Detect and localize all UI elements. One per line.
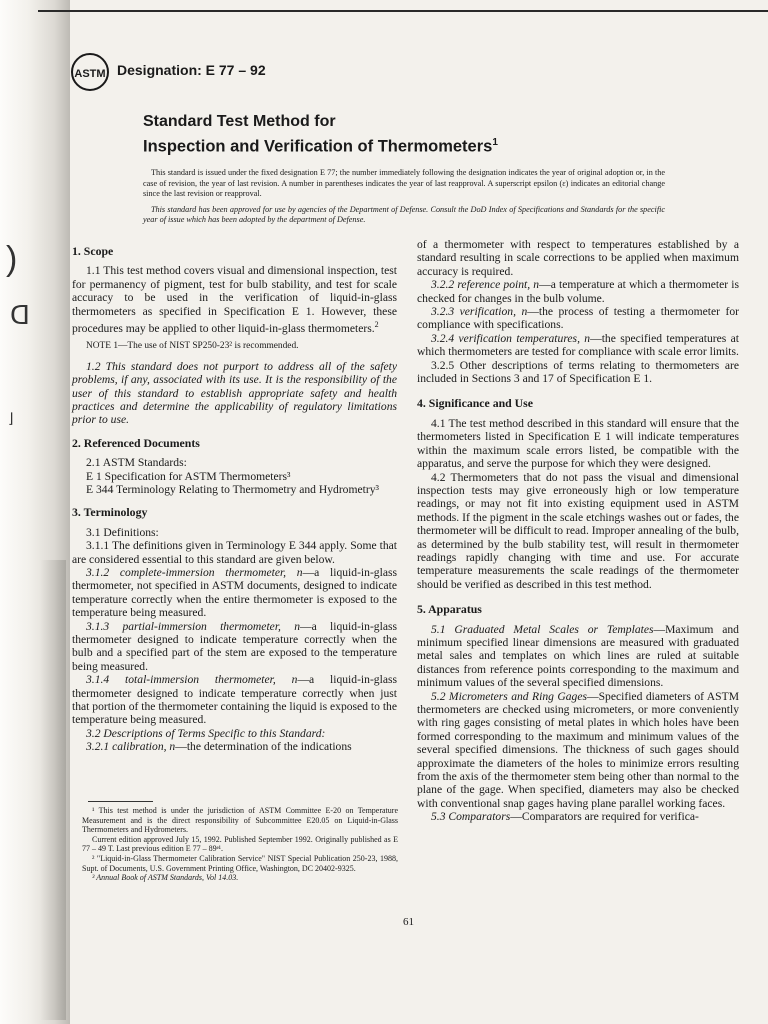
right-column — [417, 238, 739, 824]
paragraph: 1.2 This standard does not purport to address all of the safety problems, if any, associated with its use. It is the responsibility of the user of this standard to establish appropriate safety and health practices and determine the applicability of regulatory limitations prior to use. — [72, 359, 397, 427]
section-heading: 2. Referenced Documents — [72, 435, 200, 450]
definition: 3.2.2 reference point, n—a temperature at which a thermometer is checked for changes in the bulb volume. — [417, 278, 739, 305]
paragraph: 3.1 Definitions: — [86, 525, 159, 539]
definition: 3.1.2 complete-immersion thermometer, n—a liquid-in-glass thermometer, not specified in ASTM documents, designed to indicate temperature correctly when the entire thermometer is exposed to the temperature being measured. — [72, 565, 397, 620]
title-line-1: Standard Test Method for — [143, 113, 336, 130]
footnote: ³ Annual Book of ASTM Standards, Vol 14.03. — [92, 873, 239, 883]
footnote: ² "Liquid-in-Glass Thermometer Calibration Service" NIST Special Publication 250-23, 1988, Supt. of Documents, U.S. Government Printing Office, Washington, DC 20402-9325. — [82, 853, 398, 873]
paragraph: 5.2 Micrometers and Ring Gages—Specified diameters of ASTM thermometers are checked using micrometers, or more conveniently with ring gages consisting of metal plates in which holes have been formed corresponding to the maximum and minimum values of the several specified dimensions. The thickness of such gages should approximate the diameters of the holes to minimize errors resulting from the axis of the thermometer stem being other than normal to the plane of the gage. When specified, diameters may also be checked with conventional snap gages having plane parallel working faces. — [417, 689, 740, 810]
scan-shadow-lower — [40, 560, 66, 1020]
paragraph: 3.2 Descriptions of Terms Specific to this Standard: — [86, 726, 326, 740]
definition: 3.1.4 total-immersion thermometer, n—a liquid-in-glass thermometer designed to indicate temperature correctly when just that portion of the thermometer containing the liquid is exposed to the temperature being measured. — [72, 673, 397, 727]
note: NOTE 1—The use of NIST SP250-23² is recommended. — [86, 341, 299, 352]
paragraph: 4.1 The test method described in this standard will ensure that the thermometers listed in Specification E 1 will indicate temperatures within the maximum scale errors listed, be compatible with the apparatus, and serve the purpose for which they were designed. — [417, 416, 739, 471]
designation: Designation: E 77 – 92 — [117, 62, 266, 78]
title-line-2: Inspection and Verification of Thermometers$^1$ — [143, 137, 498, 156]
footnote: Current edition approved July 15, 1992. Published September 1992. Originally published as E 77 – 49 T. Last previous edition E 77 – 89ᵉ¹. — [82, 834, 398, 854]
paragraph: of a thermometer with respect to temperatures established by a standard resulting in scale corrections to be applied when maximum accuracy is required. — [417, 238, 739, 278]
section-heading: 1. Scope — [72, 244, 114, 258]
footnote-rule — [88, 801, 153, 802]
reference-item: E 1 Specification for ASTM Thermometers³ — [86, 469, 291, 483]
section-heading: 4. Significance and Use — [417, 396, 534, 411]
top-rule — [38, 10, 768, 12]
page-number: 61 — [403, 916, 414, 928]
reference-item: E 344 Terminology Relating to Thermometry and Hydrometry³ — [86, 482, 379, 496]
definition: 3.2.1 calibration, n—the determination of the indications — [86, 740, 352, 754]
paragraph: 2.1 ASTM Standards: — [86, 456, 187, 470]
paragraph: 4.2 Thermometers that do not pass the visual and dimensional inspection tests may give erroneously high or low temperature readings, or may not fit into existing equipment used in ASTM methods. If the pigment in the scale etchings washes out or fades, the thermometer will be difficult to read. Improper annealing of the bulb, as determined by the bulb stability test, will result in thermometer readings rapidly changing with time and use. For accurate temperature measurements the scale readings of the thermometer should be verified as described in this test method. — [417, 470, 739, 591]
svg-text:ASTM: ASTM — [74, 68, 106, 80]
paragraph: 5.1 Graduated Metal Scales or Templates—Maximum and minimum specified linear dimensions are measured with graduated metal sales and templates on which lines are ruled at suitable distances from reference points corresponding to the maximum and minimum values of the several specified dimensions. — [417, 622, 739, 690]
preamble — [143, 168, 665, 231]
section-heading: 3. Terminology — [72, 505, 148, 520]
definition: 3.2.3 verification, n—the process of testing a thermometer for compliance with specifications. — [417, 305, 739, 332]
definition: 3.2.4 verification temperatures, n—the specified temperatures at which thermometers are tested for compliance with scale error limits. — [417, 331, 739, 359]
left-column — [72, 245, 397, 754]
definition: 3.1.3 partial-immersion thermometer, n—a liquid-in-glass thermometer designed to indicate temperature correctly when the bulb and a specified part of the stem are exposed to the temperature being measured. — [72, 619, 397, 673]
astm-logo — [70, 52, 110, 92]
paragraph: 5.3 Comparators—Comparators are required for verifica- — [431, 810, 699, 824]
preamble-dod-note: This standard has been approved for use by agencies of the Department of Defense. Consult the DoD Index of Specifications and Standards for the specific year of issue which has been adopted by the department of Defense. — [143, 204, 665, 224]
margin-tick-mark: ⌋ — [8, 410, 14, 426]
page-title — [143, 112, 703, 158]
footnote: ¹ This test method is under the jurisdiction of ASTM Committee E-20 on Temperature Measurement and is the direct responsibility of Subcommittee E20.05 on Liquid-in-Glass Thermometers and Hydrometers. — [82, 806, 398, 835]
section-heading: 5. Apparatus — [417, 602, 482, 617]
footnotes — [82, 806, 398, 883]
paragraph: 3.2.5 Other descriptions of terms relating to thermometers are included in Sections 3 and 17 of Specification E 1. — [417, 358, 739, 386]
preamble-issue-note: This standard is issued under the fixed designation E 77; the number immediately following the designation indicates the year of original adoption or, in the case of revision, the year of last revision. A number in parentheses indicates the year of last reapproval. A superscript epsilon (ε) indicates an editorial change since the last revision or reapproval. — [143, 168, 665, 198]
paragraph: 3.1.1 The definitions given in Terminology E 344 apply. Some that are considered essential to this standard are given below. — [72, 539, 397, 566]
margin-bracket-mark: ) — [6, 240, 18, 278]
paragraph: 1.1 This test method covers visual and dimensional inspection, test for permanency of pigment, test for bulb stability, and test for scale accuracy to be used in the verification of liquid-in-glass thermometers as specified in Specification E 1. However, these procedures may be applied to other liquid-in-glass thermometers.$^2$ — [72, 264, 397, 335]
margin-bracket-mark: ꓷ — [10, 300, 30, 330]
